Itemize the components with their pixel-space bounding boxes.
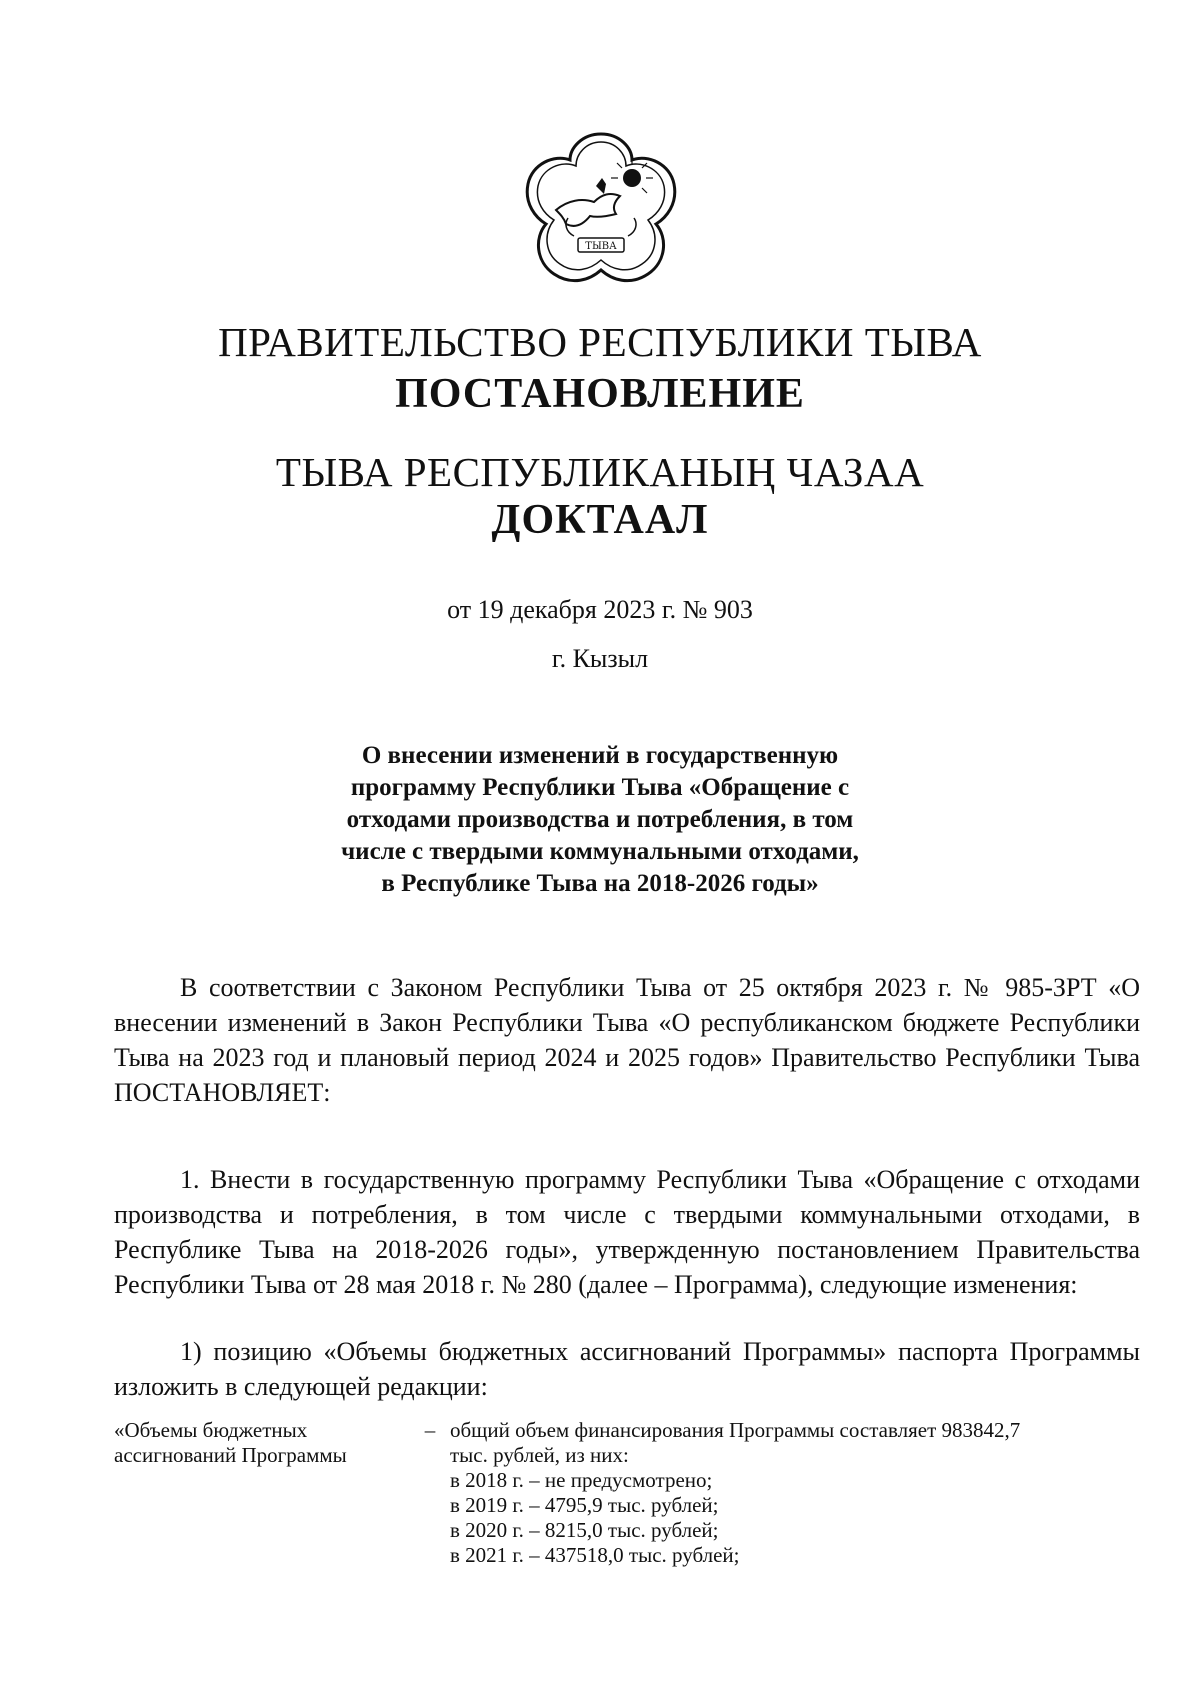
title-line: числе с твердыми коммунальными отходами, bbox=[341, 838, 859, 865]
preamble-text: В соответствии с Законом Республики Тыва от 25 октября 2023 г. № 985-ЗРТ «О внесении изменений в Закон Республики Тыва «О республиканском бюджете Республики Тыва на 2023 год и плановый период 2024 и 2025 годов» Правительство Республики Тыва ПОСТАНОВЛЯЕТ: bbox=[114, 973, 1140, 1107]
decree-heading-ru: ПОСТАНОВЛЕНИЕ bbox=[395, 371, 805, 417]
tuva-emblem-icon bbox=[516, 128, 686, 298]
budget-line: в 2021 г. – 437518,0 тыс. рублей; bbox=[450, 1543, 740, 1567]
title-line: О внесении изменений в государственную bbox=[361, 742, 839, 769]
title-line: отходами производства и потребления, в том bbox=[346, 806, 854, 833]
decree-date-number: от 19 декабря 2023 г. № 903 bbox=[447, 595, 753, 624]
budget-line: в 2018 г. – не предусмотрено; bbox=[450, 1468, 713, 1492]
preamble-paragraph bbox=[114, 970, 1140, 1110]
budget-values bbox=[450, 1418, 1140, 1568]
item-1-1-text: 1) позицию «Объемы бюджетных ассигнований Программы» паспорта Программы изложить в следующей редакции: bbox=[114, 1337, 1140, 1401]
item-1-paragraph bbox=[114, 1162, 1140, 1302]
government-title-tyv: ТЫВА РЕСПУБЛИКАНЫҢ ЧАЗАА bbox=[275, 449, 925, 495]
decree-city: г. Кызыл bbox=[551, 644, 649, 673]
decree-heading-tyv: ДОКТААЛ bbox=[491, 497, 709, 543]
budget-line: в 2020 г. – 8215,0 тыс. рублей; bbox=[450, 1518, 719, 1542]
title-line: в Республике Тыва на 2018-2026 годы» bbox=[381, 870, 819, 897]
budget-line: в 2019 г. – 4795,9 тыс. рублей; bbox=[450, 1493, 719, 1517]
budget-line: общий объем финансирования Программы составляет 983842,7 bbox=[450, 1418, 1021, 1442]
budget-label: «Объемы бюджетных ассигнований Программы bbox=[114, 1418, 347, 1467]
title-line: программу Республики Тыва «Обращение с bbox=[350, 774, 850, 801]
government-title-ru: ПРАВИТЕЛЬСТВО РЕСПУБЛИКИ ТЫВА bbox=[218, 319, 982, 365]
budget-line: тыс. рублей, из них: bbox=[450, 1443, 629, 1467]
emblem-text: ТЫВА bbox=[585, 241, 617, 252]
item-1-1-paragraph bbox=[114, 1334, 1140, 1404]
budget-dash: – bbox=[424, 1418, 436, 1442]
item-1-text: 1. Внести в государственную программу Республики Тыва «Обращение с отходами производства и потребления, в том числе с твердыми коммунальными отходами, в Республике Тыва на 2018-2026 годы», утвержденную постановлением Правительства Республики Тыва от 28 мая 2018 г. № 280 (далее – Программа), следующие изменения: bbox=[114, 1165, 1140, 1299]
decree-title bbox=[260, 740, 940, 900]
